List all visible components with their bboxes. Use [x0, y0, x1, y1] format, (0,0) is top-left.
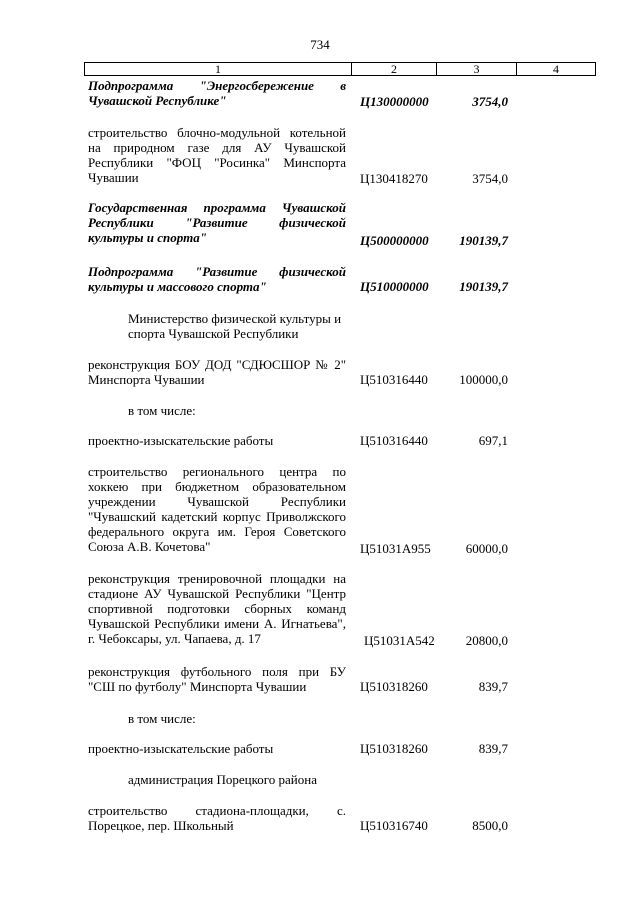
- row-code: Ц510318260: [360, 741, 428, 756]
- row-description: проектно-изыскательские работы: [88, 741, 274, 756]
- row-description: в том числе:: [128, 711, 196, 726]
- row-amount: 697,1: [478, 433, 508, 448]
- row-description: реконструкция тренировочной площадки на стадионе АУ Чувашской Республики "Центр спортивной подготовки сборных команд Чувашской Республики имени А. Игнатьева", г. Чебоксары, ул. Чапаева, д. 17: [88, 571, 346, 646]
- column-header-1: 1: [85, 63, 352, 75]
- page-number: 734: [310, 37, 330, 52]
- row-amount: 839,7: [478, 679, 508, 694]
- table-row: [88, 664, 588, 696]
- row-amount: 839,7: [478, 741, 508, 756]
- row-amount: 3754,0: [472, 94, 508, 109]
- table-row: [88, 571, 588, 649]
- row-amount: 20800,0: [465, 633, 508, 648]
- column-header-4: 4: [553, 62, 559, 76]
- row-amount: 190139,7: [459, 279, 508, 294]
- table-row: [88, 464, 588, 556]
- table-row: [88, 433, 588, 449]
- row-amount: 100000,0: [459, 372, 508, 387]
- table-row: [88, 78, 588, 118]
- table-header: [84, 62, 596, 76]
- row-description: Министерство физической культуры и спорта Чувашской Республики: [128, 311, 342, 341]
- table-row: [88, 803, 588, 835]
- row-description: строительство стадиона-площадки, с. Порецкое, пер. Школьный: [88, 803, 346, 833]
- row-code: Ц500000000: [360, 233, 429, 248]
- row-description: реконструкция футбольного поля при БУ "СШ по футболу" Минспорта Чувашии: [88, 664, 346, 694]
- row-code: Ц130418270: [360, 171, 428, 186]
- row-description: в том числе:: [128, 403, 196, 418]
- row-description: Подпрограмма "Развитие физической культуры и массового спорта": [88, 264, 346, 294]
- row-amount: 190139,7: [459, 233, 508, 248]
- row-description: администрация Порецкого района: [128, 772, 317, 787]
- table-row: [88, 264, 588, 296]
- row-code: Ц510318260: [360, 679, 428, 694]
- row-code: Ц510316440: [360, 433, 428, 448]
- row-description: проектно-изыскательские работы: [88, 433, 274, 448]
- table-row: [88, 311, 588, 343]
- row-description: Государственная программа Чувашской Республики "Развитие физической культуры и спорта": [88, 200, 346, 245]
- row-description: строительство блочно-модульной котельной на природном газе для АУ Чувашской Республики "ФОЦ "Росинка" Минспорта Чувашии: [88, 125, 346, 185]
- row-description: реконструкция БОУ ДОД "СДЮСШОР № 2" Минспорта Чувашии: [88, 357, 346, 387]
- table-row: [88, 125, 588, 185]
- row-amount: 60000,0: [465, 541, 508, 556]
- table-row: [88, 711, 588, 727]
- row-code: Ц51031А542: [364, 633, 435, 648]
- table-row: [88, 741, 588, 757]
- row-amount: 8500,0: [472, 818, 508, 833]
- table-row: [88, 357, 588, 389]
- row-amount: 3754,0: [472, 171, 508, 186]
- row-code: Ц130000000: [360, 94, 429, 109]
- row-description: Подпрограмма "Энергосбережение в Чувашской Республике": [88, 78, 346, 108]
- column-header-2: 2: [352, 63, 437, 75]
- table-row: [88, 772, 588, 788]
- row-code: Ц510316440: [360, 372, 428, 387]
- table-row: [88, 403, 588, 419]
- row-code: Ц510316740: [360, 818, 428, 833]
- row-code: Ц51031А955: [360, 541, 431, 556]
- table-row: [88, 200, 588, 248]
- row-code: Ц510000000: [360, 279, 429, 294]
- row-description: строительство регионального центра по хоккею при бюджетном образовательном учреждении Чувашской Республики "Чувашский кадетский корпус Приволжского федерального округа им. Героя Советского Союза А.В. Кочетова": [88, 464, 346, 554]
- column-header-3: 3: [437, 63, 517, 75]
